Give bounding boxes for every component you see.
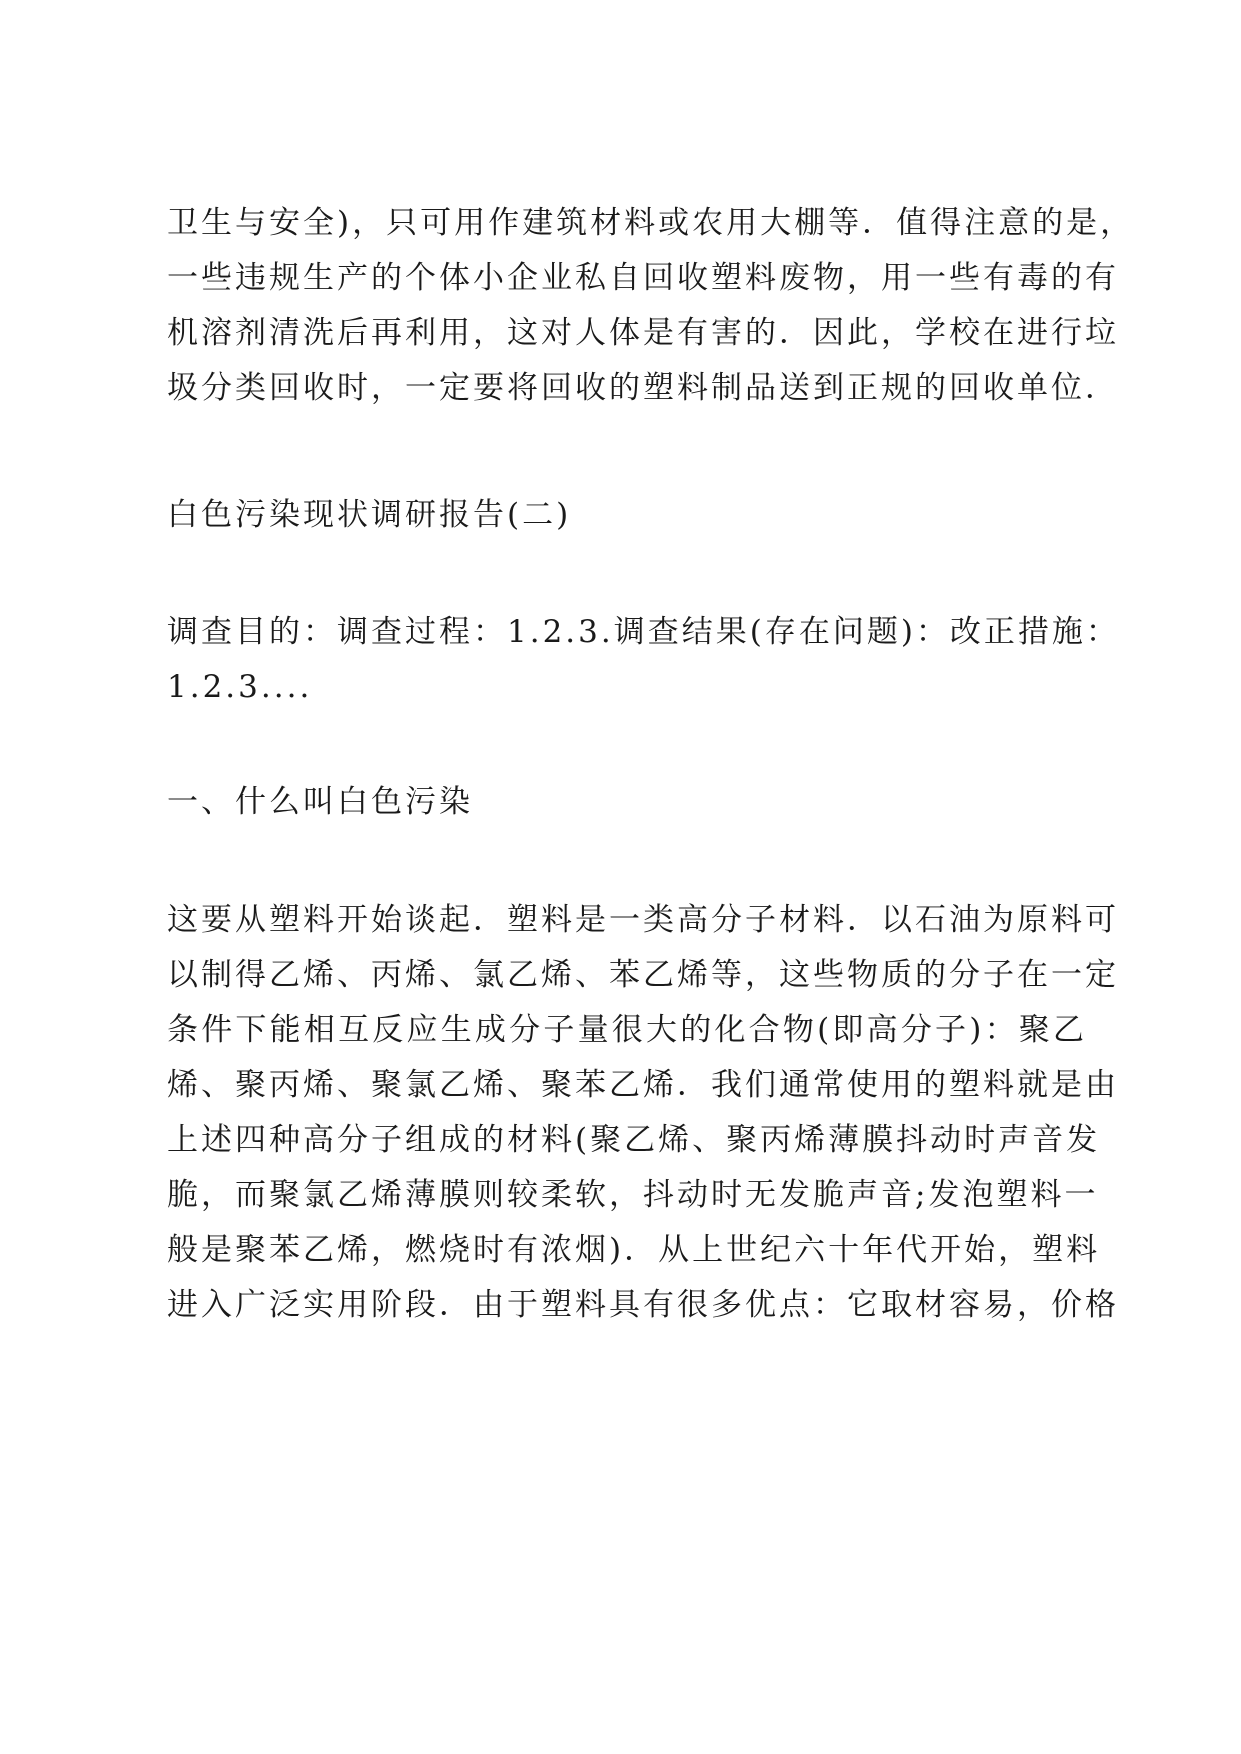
subheading: 一、什么叫白色污染 — [167, 784, 473, 820]
paragraph-line: 上述四种高分子组成的材料(聚乙烯、聚丙烯薄膜抖动时声音发 — [167, 1122, 1101, 1158]
outline-line: 调查目的：调查过程：1.2.3.调查结果(存在问题)：改正措施： — [167, 614, 1120, 650]
outline-line: 1.2.3.... — [167, 669, 313, 705]
paragraph-line: 烯、聚丙烯、聚氯乙烯、聚苯乙烯．我们通常使用的塑料就是由 — [167, 1067, 1119, 1103]
paragraph-line: 一些违规生产的个体小企业私自回收塑料废物，用一些有毒的有 — [167, 260, 1119, 296]
paragraph-line: 圾分类回收时，一定要将回收的塑料制品送到正规的回收单位． — [167, 370, 1119, 406]
paragraph-line: 机溶剂清洗后再利用，这对人体是有害的．因此，学校在进行垃 — [167, 315, 1119, 351]
paragraph-line: 条件下能相互反应生成分子量很大的化合物(即高分子)：聚乙 — [167, 1012, 1087, 1048]
paragraph-line: 以制得乙烯、丙烯、氯乙烯、苯乙烯等，这些物质的分子在一定 — [167, 957, 1119, 993]
paragraph-line: 脆，而聚氯乙烯薄膜则较柔软，抖动时无发脆声音;发泡塑料一 — [167, 1177, 1099, 1213]
paragraph-line: 进入广泛实用阶段．由于塑料具有很多优点：它取材容易，价格 — [167, 1287, 1119, 1323]
paragraph-continuation — [167, 196, 1135, 416]
section-title: 白色污染现状调研报告(二) — [167, 497, 572, 533]
paragraph-line: 卫生与安全)，只可用作建筑材料或农用大棚等．值得注意的是， — [167, 205, 1135, 241]
body-paragraph — [167, 893, 1119, 1333]
paragraph-line: 这要从塑料开始谈起．塑料是一类高分子材料．以石油为原料可 — [167, 902, 1119, 938]
paragraph-line: 般是聚苯乙烯，燃烧时有浓烟)．从上世纪六十年代开始，塑料 — [167, 1232, 1101, 1268]
outline-paragraph — [167, 605, 1120, 715]
